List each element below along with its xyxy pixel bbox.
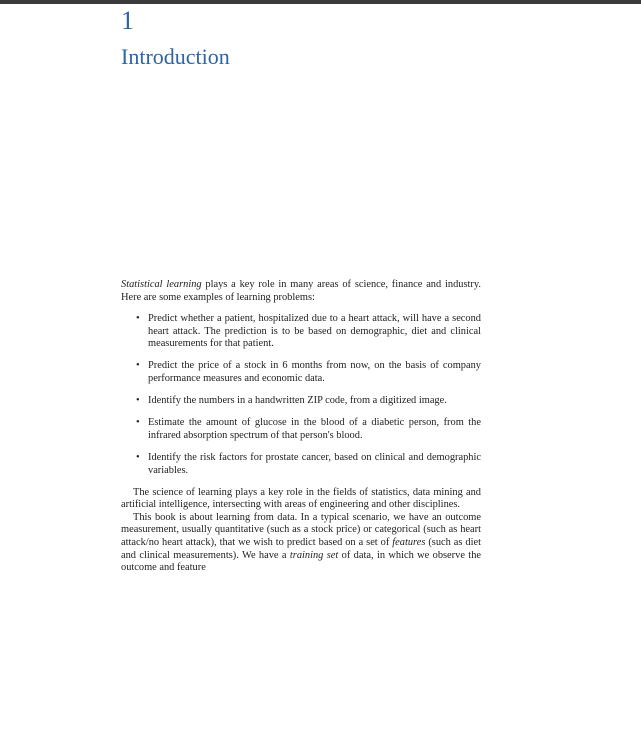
intro-paragraph (121, 279, 481, 304)
list-item-text: Estimate the amount of glucose in the blood of a diabetic person, from the infrared absorption spectrum of that person's blood. (148, 417, 481, 441)
chapter-body (121, 279, 481, 575)
paragraph-text: of data, in which we observe the outcome and feature (121, 549, 481, 574)
bullet-icon: • (136, 451, 140, 463)
list-item-text: Predict whether a patient, hospitalized due to a heart attack, will have a second heart attack. The prediction is to be based on demographic, diet and clinical measurements for that patient. (148, 313, 481, 350)
bullet-icon: • (136, 313, 140, 325)
bullet-icon: • (136, 417, 140, 429)
paragraph-book-scope (121, 512, 481, 575)
list-item (136, 313, 481, 351)
list-item-text: Identify the risk factors for prostate cancer, based on clinical and demographic variables. (148, 451, 481, 476)
list-item-text: Predict the price of a stock in 6 months from now, on the basis of company performance measures and economic data. (148, 360, 481, 385)
viewer-top-bar (0, 0, 641, 4)
list-item (136, 452, 481, 477)
paragraph-science: The science of learning plays a key role in the fields of statistics, data mining and artificial intelligence, intersecting with areas of engineering and other disciplines. (121, 486, 481, 511)
paragraph-text: This book is about learning from data. In a typical scenario, we have an outcome measurement, usually quantitative (such as a stock price) or categorical (such as heart attack/no heart attack), that we wish to predict based on a set of (121, 511, 481, 548)
paragraph-text: (such as diet and clinical measurements). We have a (121, 537, 481, 561)
list-item (136, 417, 481, 442)
list-item (136, 360, 481, 385)
intro-text: plays a key role in many areas of science, finance and industry. Here are some examples of learning problems: (121, 279, 481, 303)
list-item (136, 395, 481, 408)
bullet-icon: • (136, 395, 140, 407)
training-set-emphasis: training set (289, 549, 339, 561)
intro-emphasis: Statistical learning (121, 279, 202, 290)
examples-list (121, 313, 481, 477)
features-emphasis: features (392, 537, 426, 548)
bullet-icon: • (136, 360, 140, 372)
list-item-text: Identify the numbers in a handwritten ZIP code, from a digitized image. (148, 395, 447, 407)
chapter-number: 1 (121, 6, 134, 35)
chapter-title: Introduction (121, 44, 230, 69)
